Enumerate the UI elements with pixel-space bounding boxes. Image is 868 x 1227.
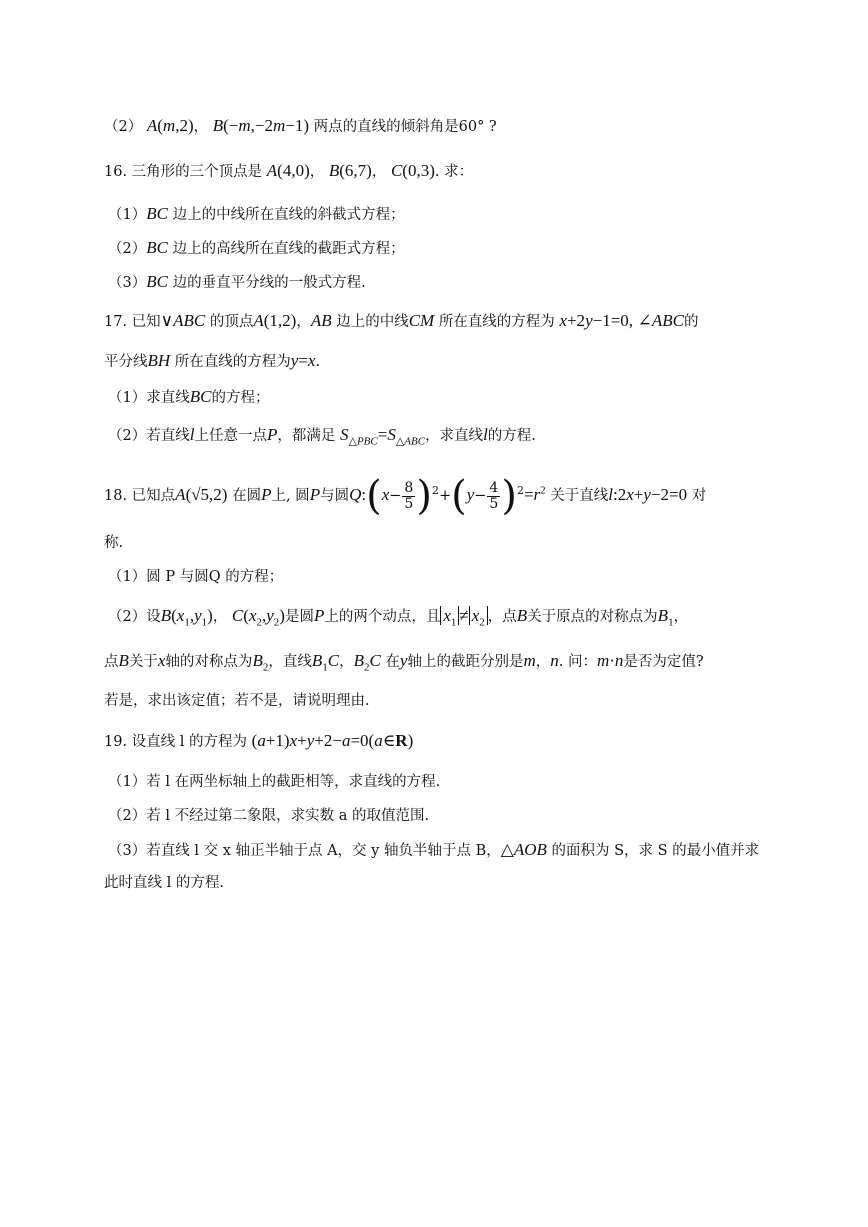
q16-stem: 16. 三角形的三个顶点是 A(4,0)， B(6,7)， C(0,3). 求：: [104, 161, 474, 180]
q16-part2: （2）BC 边上的高线所在直线的截距式方程；: [108, 238, 405, 257]
q17-part2: （2）若直线l上任意一点P，都满足 $S_{\triangle PBC}=S_{\triangle ABC}$，求直线l的方程.: [108, 425, 536, 448]
q18-stem-line2: 称.: [104, 535, 124, 551]
q19-stem: 19. 设直线 l 的方程为 (a+1)x+y+2−a=0(a∈R): [104, 731, 414, 750]
q19-part2: （2）若 l 不经过第二象限，求实数 a 的取值范围.: [108, 808, 430, 824]
q15-part2: （2） A(m,2)， B(−m,−2m−1) 两点的直线的倾斜角是60° ?: [104, 116, 497, 135]
point-b-expr: B(−m,−2m−1): [212, 116, 310, 135]
q19-part3-line2: 此时直线 l 的方程.: [104, 875, 224, 891]
q19-part3: （3）若直线 l 交 x 轴正半轴于点 A，交 y 轴负半轴于点 B，△AOB 的面积为 S，求 S 的最小值并求: [108, 840, 760, 859]
q18-part1: （1）圆 P 与圆Q 的方程；: [108, 569, 284, 585]
q18-part2-line3: 若是，求出该定值；若不是，请说明理由.: [104, 693, 370, 709]
point-a-expr: A(m,2): [146, 116, 194, 135]
q18-part2: （2）设$B(x_1,y_1)$， $C(x_2,y_2)$是圆P上的两个动点，且 $x_1 \ne x_2$ ，点B关于原点的对称点为$B_1$，: [108, 606, 689, 629]
q17-part1: （1）求直线BC的方程；: [108, 387, 270, 406]
q17-stem-line2: 平分线BH 所在直线的方程为y=x.: [104, 351, 321, 370]
q18-stem: 18. 已知点A(√5,2) 在圆P上, 圆P与圆Q:(x− $\frac{8}{5}$ )$^2$+(y− $\frac{4}{5}$ )$^2=r^2$ 关于直线l:2x+y−2=0 对: [104, 473, 707, 519]
q19-part1: （1）若 l 在两坐标轴上的截距相等，求直线的方程.: [108, 774, 441, 790]
q18-part2-line2: 点B关于x轴的对称点为$B_2$，直线$B_1C$，$B_2C$ 在y轴上的截距分别是m，n. 问：m·n是否为定值?: [104, 651, 704, 674]
q16-part1: （1）BC 边上的中线所在直线的斜截式方程；: [108, 204, 405, 223]
q16-part3: （3）BC 边的垂直平分线的一般式方程.: [108, 272, 366, 291]
q17-stem: 17. 已知∨ABC 的顶点A(1,2)，AB 边上的中线CM 所在直线的方程为 x+2y−1=0, ∠ABC的: [104, 311, 699, 330]
